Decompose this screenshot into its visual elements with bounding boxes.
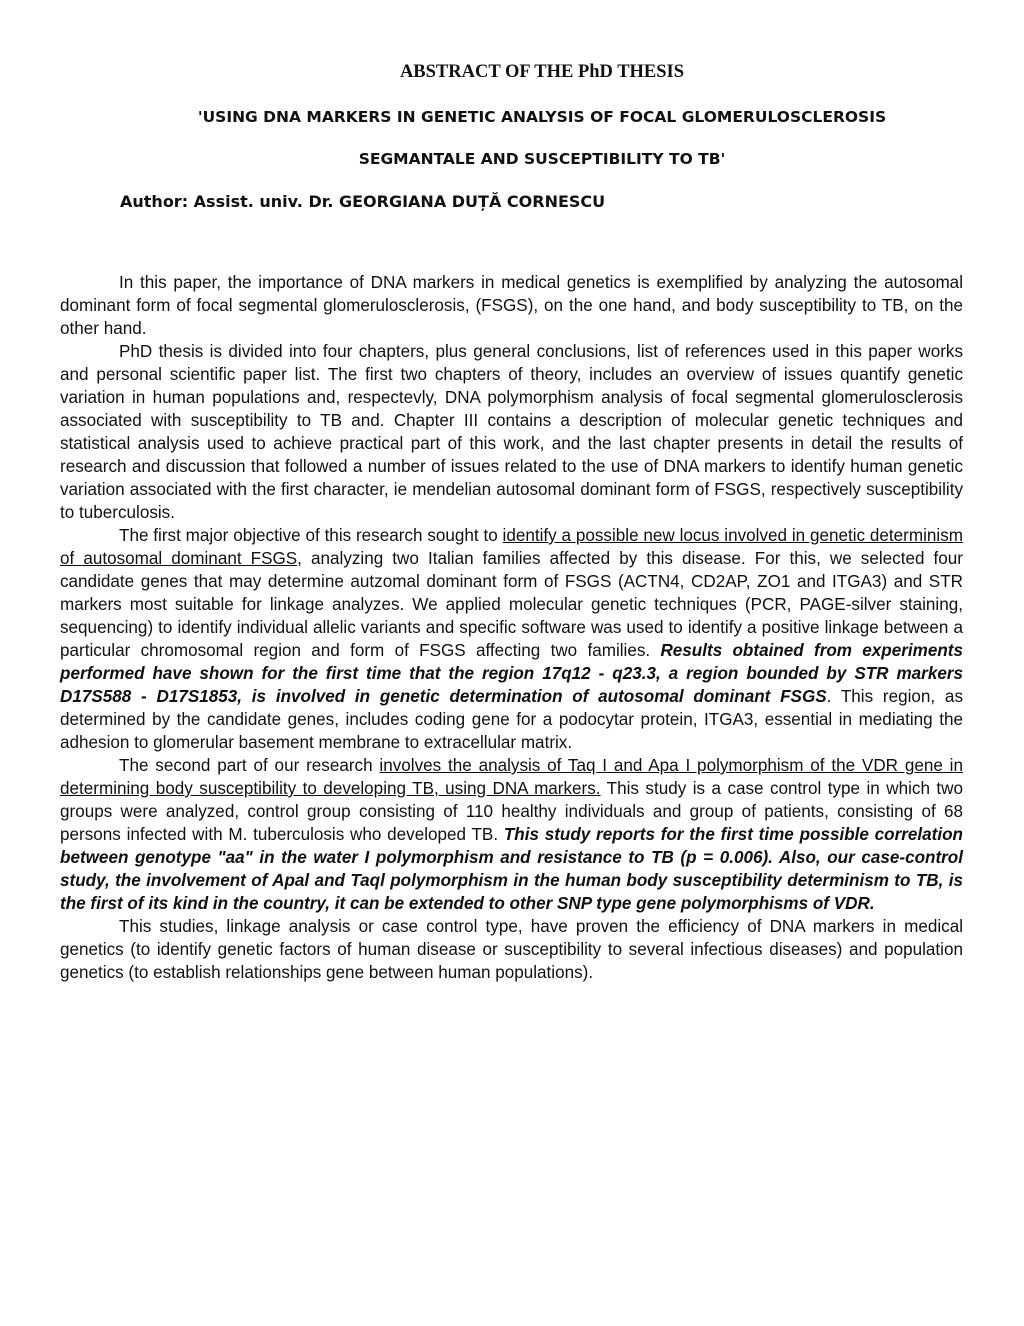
paragraph-structure: PhD thesis is divided into four chapters, plus general conclusions, list of references used in this paper works and personal scientific paper list. The first two chapters of theory, includes an overview of issues quantify genetic variation in human populations and, respectevly, DNA polymorphism analysis of focal segmental glomerulosclerosis associated with susceptibility to TB and. Chapter III contains a description of molecular genetic techniques and statistical analysis used to achieve practical part of this work, and the last chapter presents in detail the results of research and discussion that followed a number of issues related to the use of DNA markers to identify human genetic variation associated with the first character, ie mendelian autosomal dominant form of FSGS, respectively susceptibility to tuberculosis. [60,342,963,522]
paragraph-fsgs-text-a: The first major objective of this research sought to [119,526,503,545]
abstract-body [60,271,963,984]
paragraph-fsgs-underlined: identify a possible new locus involved in genetic determinism of autosomal dominant FSGS, [60,526,963,568]
paragraph-tb-text-a: The second part of our research [119,756,380,775]
thesis-title-line-2: SEGMANTALE AND SUSCEPTIBILITY TO TB' [358,150,726,168]
paragraph-fsgs-emphasis: Results obtained from experiments performed have shown for the first time that the region 17q12 - q23.3, a region bounded by STR markers D17S588 - D17S1853, is involved in genetic determination of autosomal dominant FSGS [60,641,963,706]
paragraph-tb-emphasis: This study reports for the first time possible correlation between genotype "aa" in the water I polymorphism and resistance to TB (p = 0.006). Also, our case-control study, the involvement of Apal and Taql polymorphism in the human body susceptibility determinism to TB, is the first of its kind in the country, it can be extended to other SNP type gene polymorphisms of VDR. [60,825,964,913]
paragraph-tb-underlined: involves the analysis of Taq I and Apa I polymorphism of the VDR gene in determining body susceptibility to developing TB, using DNA markers. [60,756,963,798]
document-heading: ABSTRACT OF THE PhD THESIS [399,62,685,82]
paragraph-fsgs-text-b: analyzing two Italian families affected by this disease. For this, we selected four candidate genes that may determine autzomal dominant form of FSGS (ACTN4, CD2AP, ZO1 and ITGA3) and STR markers most suitable for linkage analyzes. We applied molecular genetic techniques (PCR, PAGE-silver staining, sequencing) to identify individual allelic variants and specific software was used to identify a positive linkage between a particular chromosomal region and form of FSGS affecting two families. [60,549,963,660]
author-line: Author: Assist. univ. Dr. GEORGIANA DUȚĂ CORNESCU [120,192,606,211]
paragraph-fsgs [60,524,963,754]
paragraph-conclusion: This studies, linkage analysis or case control type, have proven the efficiency of DNA markers in medical genetics (to identify genetic factors of human disease or susceptibility to several infectious diseases) and population genetics (to establish relationships gene between human populations). [60,917,963,982]
paragraph-intro: In this paper, the importance of DNA markers in medical genetics is exemplified by analyzing the autosomal dominant form of focal segmental glomerulosclerosis, (FSGS), on the one hand, and body susceptibility to TB, on the other hand. [60,273,963,338]
paragraph-tb [60,754,963,915]
thesis-title-line-1: 'USING DNA MARKERS IN GENETIC ANALYSIS OF FOCAL GLOMERULOSCLEROSIS [197,108,887,126]
paragraph-tb-text-b: This study is a case control type in which two groups were analyzed, control group consisting of 110 healthy individuals and group of patients, consisting of 68 persons infected with M. tuberculosis who developed TB. [60,779,963,844]
paragraph-fsgs-text-c: . This region, as determined by the candidate genes, includes coding gene for a podocytar protein, ITGA3, essential in mediating the adhesion to glomerular basement membrane to extracellular matrix. [60,687,963,752]
